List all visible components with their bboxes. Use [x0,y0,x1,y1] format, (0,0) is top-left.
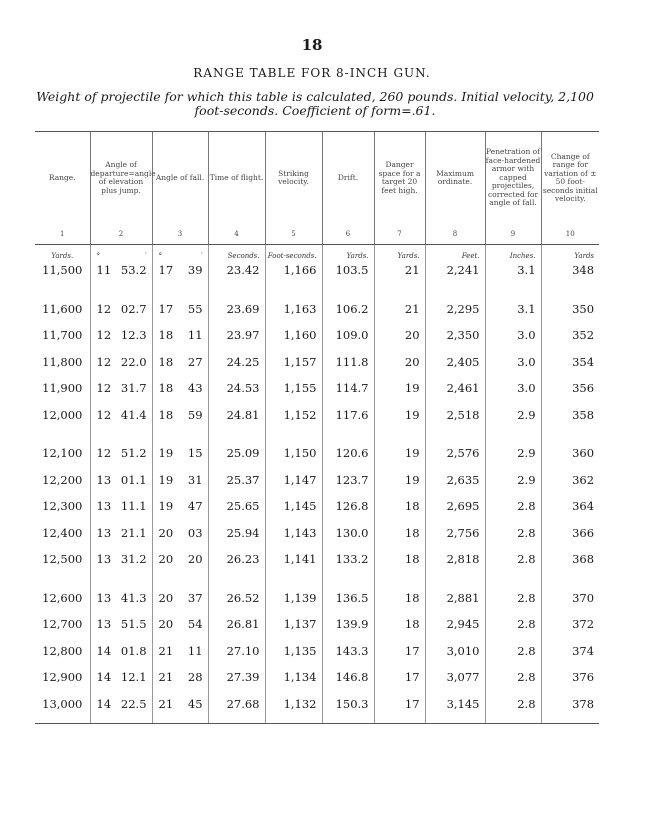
fall-minutes-cell: 59 [187,407,203,422]
striking-velocity-cell: 1,155 [265,381,322,408]
time-of-flight-cell: 25.65 [208,499,265,526]
change-of-range-cell: 362 [541,473,599,500]
maximum-ordinate-cell: 2,756 [425,526,485,553]
time-of-flight-cell: 27.68 [208,697,265,724]
column-number-row [35,224,599,245]
fall-minutes-cell: 31 [187,472,203,487]
striking-velocity-cell: 1,145 [265,499,322,526]
spacer-cell [90,434,114,446]
fall-minutes-cell: 20 [187,552,203,566]
maximum-ordinate-cell: 2,461 [425,381,485,408]
header-change-of-range: Change of range for variation of ± 50 foot-seconds initial velocity. [541,132,599,225]
time-of-flight-cell: 23.69 [208,302,265,329]
range-cell: 12,100 [42,446,83,460]
maximum-ordinate-cell: 2,576 [425,446,485,473]
change-of-range-cell: 374 [541,644,599,671]
striking-velocity-cell: 1,143 [265,526,322,553]
time-of-flight-cell: 26.81 [208,617,265,644]
column-number: 7 [374,224,425,245]
fall-minutes-cell: 37 [187,590,203,605]
danger-space-cell: 21 [374,263,425,290]
table-row [35,591,599,618]
drift-cell: 109.0 [322,328,374,355]
unit-label: Yards. [374,245,425,264]
range-cell: 11,700 [42,328,83,342]
drift-cell: 136.5 [322,591,374,618]
elevation-degrees-cell: 11 [90,263,114,290]
range-cell: 12,900 [42,670,83,684]
range-cell: 12,700 [42,617,83,631]
spacer-cell [374,290,425,302]
danger-space-cell: 19 [374,446,425,473]
change-of-range-cell: 356 [541,381,599,408]
elevation-degrees-cell: 13 [90,473,114,500]
drift-cell: 114.7 [322,381,374,408]
spacer-cell [485,579,541,591]
fall-degrees-cell: 20 [152,617,176,644]
elevation-degrees-cell: 12 [90,355,114,382]
header-penetration: Penetration of face-hardened armor with capped projectiles, corrected for angle of fall. [485,132,541,225]
penetration-cell: 3.1 [485,263,541,290]
spacer-cell [541,579,599,591]
elevation-degrees-cell: 13 [90,499,114,526]
danger-space-cell: 19 [374,473,425,500]
fall-minutes-cell: 15 [187,446,203,460]
range-cell: 13,000 [35,697,90,724]
striking-velocity-cell: 1,139 [265,591,322,618]
fall-minutes-cell: 39 [187,263,203,277]
maximum-ordinate-cell: 2,881 [425,591,485,618]
spacer-cell [152,434,176,446]
range-cell: 11,900 [42,381,83,395]
elevation-degrees-cell: 12 [90,381,114,408]
time-of-flight-cell: 26.23 [208,552,265,579]
maximum-ordinate-cell: 2,945 [425,617,485,644]
penetration-cell: 3.0 [485,355,541,382]
danger-space-cell: 19 [374,381,425,408]
spacer-cell [265,434,322,446]
elevation-minutes-cell: 51.2 [120,446,147,460]
elevation-minutes-cell: 22.0 [120,354,147,369]
column-number: 6 [322,224,374,245]
unit-label: Foot-seconds. [265,245,322,264]
change-of-range-cell: 370 [541,591,599,618]
elevation-minutes-cell: 11.1 [120,499,147,513]
fall-degrees-cell: 19 [152,446,176,473]
maximum-ordinate-cell: 2,405 [425,355,485,382]
elevation-minutes-cell: 02.7 [120,301,147,316]
change-of-range-cell: 354 [541,355,599,382]
fall-degrees-cell: 21 [152,644,176,671]
header-maximum-ordinate: Maximum ordinate. [425,132,485,225]
fall-degrees-cell: 18 [152,355,176,382]
striking-velocity-cell: 1,157 [265,355,322,382]
fall-degrees-cell: 18 [152,381,176,408]
elevation-minutes-cell: 51.5 [120,617,147,631]
fall-minutes-cell: 03 [187,525,203,540]
time-of-flight-cell: 25.09 [208,446,265,473]
unit-label: Seconds. [208,245,265,264]
fall-degrees-cell: 19 [152,499,176,526]
elevation-minutes-cell: 21.1 [120,525,147,540]
maximum-ordinate-cell: 3,077 [425,670,485,697]
elevation-degrees-cell: 14 [90,670,114,697]
column-number: 4 [208,224,265,245]
table-row [35,617,599,644]
maximum-ordinate-cell: 3,010 [425,644,485,671]
spacer-cell [208,290,265,302]
drift-cell: 130.0 [322,526,374,553]
page-title: RANGE TABLE FOR 8-INCH GUN. [193,66,431,80]
time-of-flight-cell: 27.10 [208,644,265,671]
table-row [35,263,599,290]
penetration-cell: 2.9 [485,473,541,500]
change-of-range-cell: 366 [541,526,599,553]
spacer-cell [374,579,425,591]
column-number: 2 [90,224,152,245]
drift-cell: 103.5 [322,263,374,290]
spacer-cell [541,290,599,302]
penetration-cell: 2.8 [485,644,541,671]
time-of-flight-cell: 24.81 [208,408,265,435]
spacer-cell [114,579,152,591]
range-cell: 12,500 [42,552,83,566]
danger-space-cell: 18 [374,591,425,618]
fall-degrees-cell: 18 [152,408,176,435]
danger-space-cell: 17 [374,670,425,697]
change-of-range-cell: 348 [541,263,599,290]
striking-velocity-cell: 1,163 [265,302,322,329]
range-cell: 11,500 [42,263,83,277]
drift-cell: 123.7 [322,473,374,500]
change-of-range-cell: 352 [541,328,599,355]
change-of-range-cell: 364 [541,499,599,526]
drift-cell: 120.6 [322,446,374,473]
range-cell: 12,400 [42,525,83,540]
drift-cell: 111.8 [322,355,374,382]
table-body [35,245,599,724]
group-spacer [35,579,599,591]
fall-degrees-cell: 21 [152,670,176,697]
column-number: 5 [265,224,322,245]
column-number: 3 [152,224,208,245]
penetration-cell: 2.9 [485,446,541,473]
danger-space-cell: 17 [374,644,425,671]
elevation-degrees-cell: 14 [90,697,114,724]
elevation-degrees-cell: 12 [90,302,114,329]
elevation-degrees-cell: 12 [90,446,114,473]
group-spacer [35,290,599,302]
table-row [35,670,599,697]
change-of-range-cell: 376 [541,670,599,697]
elevation-minutes-cell: 12.3 [120,328,147,342]
elevation-degrees-cell: 13 [90,591,114,618]
time-of-flight-cell: 27.39 [208,670,265,697]
maximum-ordinate-cell: 2,241 [425,263,485,290]
header-time-of-flight: Time of flight. [208,132,265,225]
table-row [35,355,599,382]
table-row [35,446,599,473]
elevation-degrees-cell: 13 [90,526,114,553]
column-number: 9 [485,224,541,245]
table-row [35,473,599,500]
page-number: 18 [301,36,323,54]
range-cell: 12,600 [42,590,83,605]
table-row [35,697,599,724]
striking-velocity-cell: 1,134 [265,670,322,697]
maximum-ordinate-cell: 2,635 [425,473,485,500]
spacer-cell [485,290,541,302]
maximum-ordinate-cell: 2,518 [425,408,485,435]
fall-degrees-cell: 19 [152,473,176,500]
penetration-cell: 3.1 [485,302,541,329]
table-row [35,644,599,671]
range-cell: 12,800 [42,643,83,658]
drift-cell: 117.6 [322,408,374,435]
penetration-cell: 2.8 [485,617,541,644]
fall-minutes-cell: 11 [187,643,203,658]
range-cell: 12,000 [42,407,83,422]
danger-space-cell: 18 [374,499,425,526]
range-table-container [35,131,599,724]
fall-degrees-cell: 17 [152,302,176,329]
striking-velocity-cell: 1,141 [265,552,322,579]
header-drift: Drift. [322,132,374,225]
maximum-ordinate-cell: 2,818 [425,552,485,579]
penetration-cell: 2.8 [485,552,541,579]
elevation-degrees-cell: 13 [90,552,114,579]
elevation-degrees-cell: 13 [90,617,114,644]
maximum-ordinate-cell: 2,695 [425,499,485,526]
spacer-cell [152,290,176,302]
penetration-cell: 2.8 [485,499,541,526]
fall-minutes-cell: 55 [187,301,203,316]
elevation-minutes-cell: 53.2 [120,263,147,277]
danger-space-cell: 21 [374,302,425,329]
penetration-cell: 2.8 [485,697,541,724]
maximum-ordinate-cell: 3,145 [425,697,485,724]
fall-degrees-cell: 17 [152,263,176,290]
drift-cell: 143.3 [322,644,374,671]
header-striking-velocity: Striking velocity. [265,132,322,225]
spacer-cell [208,434,265,446]
column-number: 10 [541,224,599,245]
units-row [35,245,599,264]
range-table [35,131,599,724]
spacer-cell [114,290,152,302]
drift-cell: 150.3 [322,697,374,724]
drift-cell: 133.2 [322,552,374,579]
elevation-minutes-cell: 41.3 [120,590,147,605]
danger-space-cell: 19 [374,408,425,435]
header-range: Range. [35,132,90,225]
spacer-cell [176,434,208,446]
spacer-cell [176,290,208,302]
elevation-minutes-cell: 41.4 [120,407,147,422]
fall-degrees-cell: 20 [152,552,176,579]
elevation-minutes-cell: 12.1 [120,670,147,684]
unit-label: Feet. [425,245,485,264]
header-angle-of-fall: Angle of fall. [152,132,208,225]
elevation-degrees-cell: 14 [90,644,114,671]
spacer-cell [90,579,114,591]
time-of-flight-cell: 26.52 [208,591,265,618]
drift-cell: 126.8 [322,499,374,526]
fall-minutes-cell: 47 [187,499,203,513]
drift-cell: 146.8 [322,670,374,697]
penetration-cell: 2.9 [485,408,541,435]
spacer-cell [265,290,322,302]
unit-label: Inches. [485,245,541,264]
striking-velocity-cell: 1,166 [265,263,322,290]
striking-velocity-cell: 1,152 [265,408,322,435]
elevation-minutes-cell: 22.5 [114,697,152,724]
fall-minutes-cell: 43 [187,381,203,395]
spacer-cell [90,290,114,302]
danger-space-cell: 20 [374,355,425,382]
striking-velocity-cell: 1,132 [265,697,322,724]
unit-label: Yards. [322,245,374,264]
elevation-degrees-cell: 12 [90,328,114,355]
elevation-minutes-cell: 01.8 [120,643,147,658]
fall-degrees-cell: 18 [152,328,176,355]
elevation-minutes-cell: 01.1 [120,472,147,487]
fall-minutes-cell: 11 [187,328,203,342]
range-cell: 12,200 [42,472,83,487]
change-of-range-cell: 358 [541,408,599,435]
maximum-ordinate-cell: 2,295 [425,302,485,329]
header-danger-space: Danger space for a target 20 feet high. [374,132,425,225]
danger-space-cell: 18 [374,617,425,644]
striking-velocity-cell: 1,147 [265,473,322,500]
range-cell: 11,600 [42,301,83,316]
group-spacer [35,434,599,446]
danger-space-cell: 18 [374,552,425,579]
header-row [35,132,599,225]
elevation-minutes-cell: 31.2 [120,552,147,566]
unit-label: ° [90,245,114,264]
fall-degrees-cell: 21 [152,697,176,724]
spacer-cell [176,579,208,591]
column-number: 8 [425,224,485,245]
unit-label: Yards. [51,252,74,260]
spacer-cell [425,290,485,302]
unit-label: Yards [541,245,599,264]
spacer-cell [35,579,90,591]
range-cell: 11,800 [42,354,83,369]
table-row [35,302,599,329]
spacer-cell [425,434,485,446]
drift-cell: 139.9 [322,617,374,644]
change-of-range-cell: 368 [541,552,599,579]
table-row [35,381,599,408]
penetration-cell: 2.8 [485,591,541,618]
table-row [35,328,599,355]
spacer-cell [265,579,322,591]
page-subtitle: Weight of projectile for which this table is calculated, 260 pounds. Initial velocity, 2,100 foot-seconds. Coefficient of form=.61. [36,89,594,118]
table-row [35,526,599,553]
danger-space-cell: 20 [374,328,425,355]
change-of-range-cell: 378 [541,697,599,724]
elevation-degrees-cell: 12 [90,408,114,435]
change-of-range-cell: 372 [541,617,599,644]
spacer-cell [208,579,265,591]
spacer-cell [152,579,176,591]
penetration-cell: 2.8 [485,526,541,553]
fall-minutes-cell: 27 [187,354,203,369]
table-row [35,499,599,526]
time-of-flight-cell: 25.37 [208,473,265,500]
striking-velocity-cell: 1,135 [265,644,322,671]
time-of-flight-cell: 23.42 [208,263,265,290]
danger-space-cell: 17 [374,697,425,724]
penetration-cell: 2.8 [485,670,541,697]
spacer-cell [485,434,541,446]
penetration-cell: 3.0 [485,381,541,408]
table-row [35,552,599,579]
spacer-cell [114,434,152,446]
elevation-minutes-cell: 31.7 [120,381,147,395]
time-of-flight-cell: 24.53 [208,381,265,408]
fall-minutes-cell: 28 [187,670,203,684]
change-of-range-cell: 360 [541,446,599,473]
spacer-cell [35,290,90,302]
spacer-cell [425,579,485,591]
range-cell: 12,300 [42,499,83,513]
table-row [35,408,599,435]
striking-velocity-cell: 1,160 [265,328,322,355]
time-of-flight-cell: 23.97 [208,328,265,355]
striking-velocity-cell: 1,137 [265,617,322,644]
spacer-cell [322,434,374,446]
unit-label: ° [152,245,176,264]
unit-label: ′ [144,252,147,260]
column-number: 1 [35,224,90,245]
time-of-flight-cell: 25.94 [208,526,265,553]
header-angle-of-departure: Angle of departure=angle of elevation plus jump. [90,132,152,225]
unit-label: ′ [200,252,203,260]
penetration-cell: 3.0 [485,328,541,355]
time-of-flight-cell: 24.25 [208,355,265,382]
spacer-cell [322,290,374,302]
spacer-cell [374,434,425,446]
fall-degrees-cell: 20 [152,591,176,618]
spacer-cell [35,434,90,446]
striking-velocity-cell: 1,150 [265,446,322,473]
drift-cell: 106.2 [322,302,374,329]
maximum-ordinate-cell: 2,350 [425,328,485,355]
danger-space-cell: 18 [374,526,425,553]
fall-minutes-cell: 45 [176,697,208,724]
spacer-cell [541,434,599,446]
spacer-cell [322,579,374,591]
fall-minutes-cell: 54 [187,617,203,631]
change-of-range-cell: 350 [541,302,599,329]
fall-degrees-cell: 20 [152,526,176,553]
